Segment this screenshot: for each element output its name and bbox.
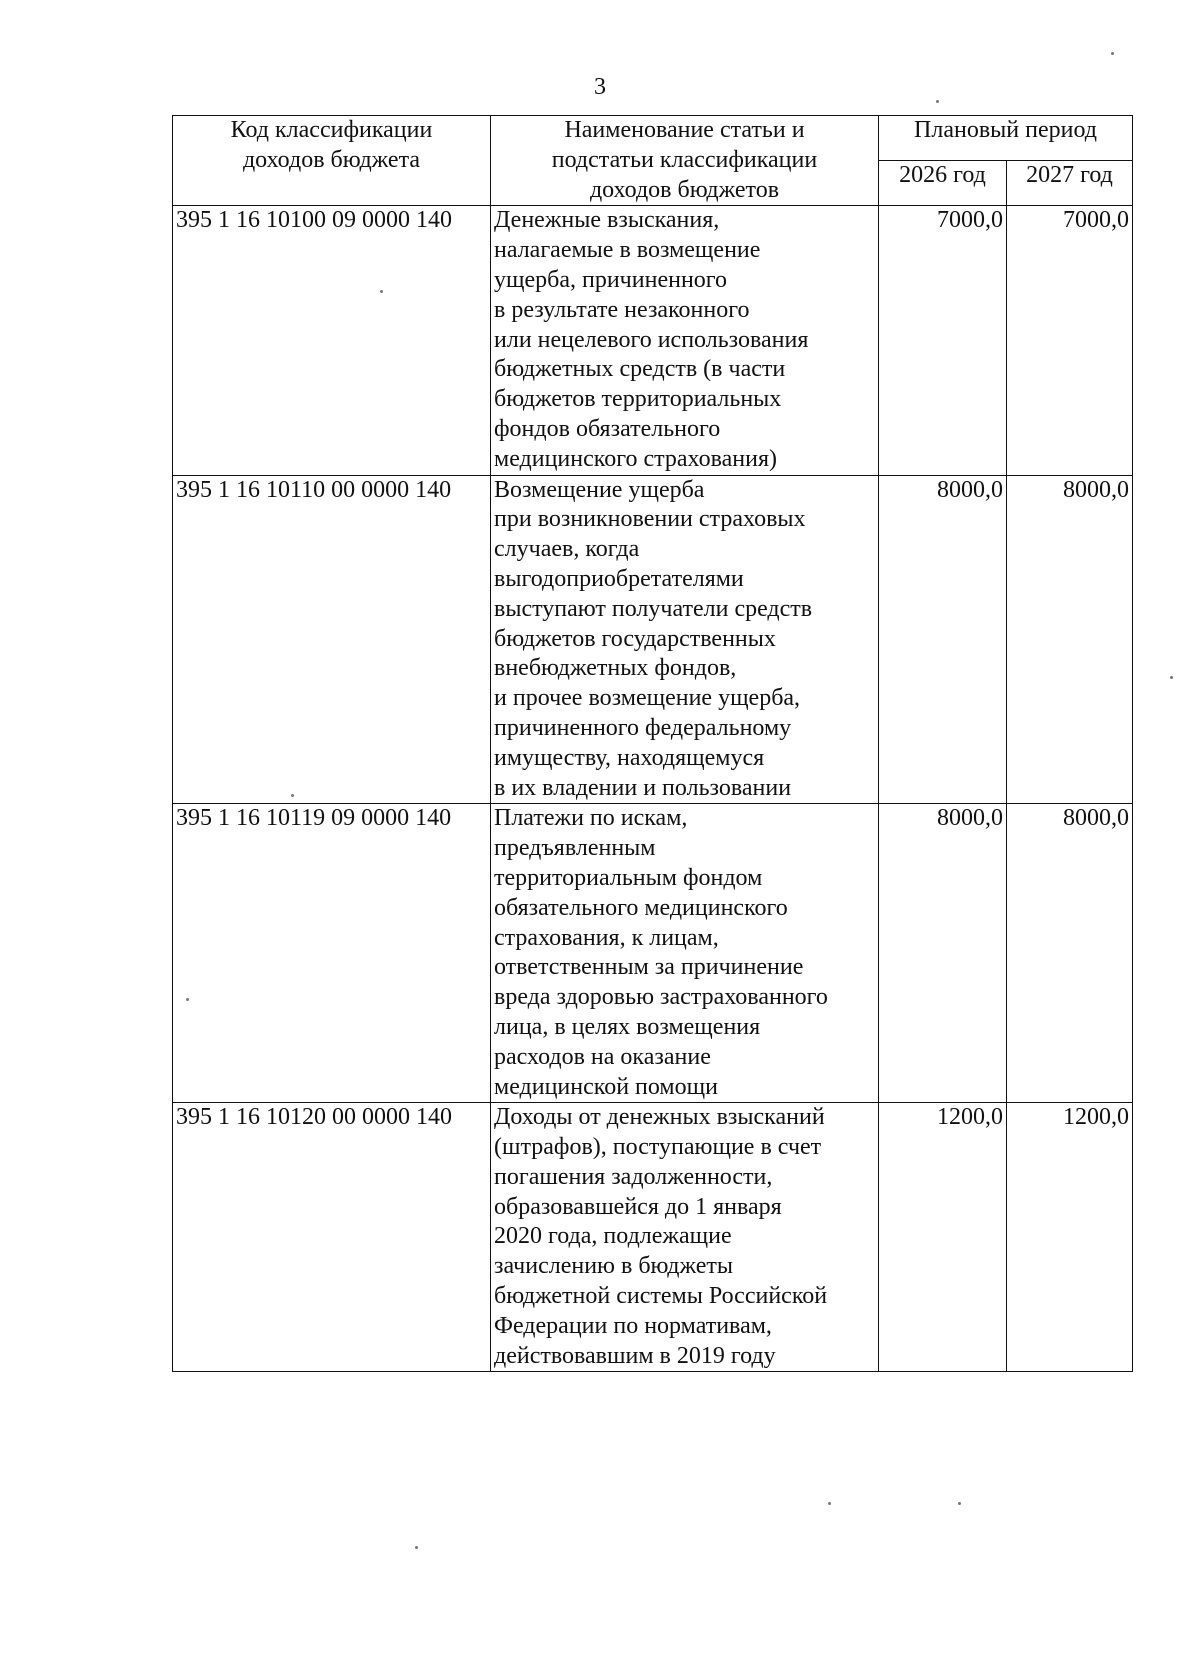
table-row — [173, 475, 1133, 804]
header-code-line: доходов бюджета — [242, 146, 421, 173]
classification-code: 395 1 16 10120 00 0000 140 — [173, 1103, 491, 1372]
item-name-line: Федерации по нормативам, — [494, 1312, 772, 1339]
item-name — [491, 1103, 879, 1372]
classification-code: 395 1 16 10119 09 0000 140 — [173, 804, 491, 1103]
scan-speck — [936, 100, 939, 103]
item-name-line: погашения задолженности, — [494, 1163, 773, 1190]
header-name-line: подстатьи классификации — [551, 146, 818, 173]
amount-2026: 1200,0 — [879, 1103, 1007, 1372]
item-name-line: бюджетов государственных — [494, 625, 776, 652]
classification-code: 395 1 16 10100 09 0000 140 — [173, 206, 491, 475]
item-name-line: территориальным фондом — [494, 864, 763, 891]
scan-speck — [291, 794, 294, 797]
header-name — [491, 116, 879, 206]
item-name-line: зачислению в бюджеты — [494, 1253, 733, 1280]
item-name-line: в их владении и пользовании — [494, 774, 792, 801]
item-name-line: образовавшейся до 1 января — [494, 1193, 782, 1220]
header-code-line: Код классификации — [230, 117, 433, 143]
classification-code: 395 1 16 10110 00 0000 140 — [173, 475, 491, 804]
item-name-line: ответственным за причинение — [494, 954, 804, 981]
item-name-line: медицинской помощи — [494, 1073, 718, 1100]
amount-2026: 8000,0 — [879, 804, 1007, 1103]
item-name-line: имуществу, находящемуся — [494, 744, 765, 771]
header-planning-period: Плановый период — [879, 116, 1133, 161]
item-name-line: и прочее возмещение ущерба, — [494, 685, 801, 712]
scan-speck — [1170, 676, 1173, 679]
item-name-line: фондов обязательного — [494, 415, 721, 442]
amount-2027: 8000,0 — [1007, 804, 1133, 1103]
item-name — [491, 206, 879, 475]
item-name-line: бюджетной системы Российской — [494, 1283, 828, 1310]
amount-2027: 8000,0 — [1007, 475, 1133, 804]
page-number: 3 — [594, 74, 606, 100]
table-row — [173, 804, 1133, 1103]
item-name-line: бюджетов территориальных — [494, 386, 782, 413]
item-name-line: бюджетных средств (в части — [494, 356, 786, 383]
scan-speck — [1111, 52, 1114, 55]
item-name-line: Доходы от денежных взысканий — [494, 1104, 825, 1131]
item-name — [491, 475, 879, 804]
item-name-line: предъявленным — [494, 835, 656, 862]
item-name-line: вреда здоровью застрахованного — [494, 984, 828, 1011]
table-row — [173, 206, 1133, 475]
header-code — [173, 116, 491, 206]
item-name-line: при возникновении страховых — [494, 506, 806, 533]
scan-speck — [828, 1502, 831, 1505]
header-name-line: Наименование статьи и — [564, 117, 805, 143]
item-name-line: (штрафов), поступающие в счет — [494, 1134, 822, 1161]
item-name — [491, 804, 879, 1103]
item-name-line: случаев, когда — [494, 536, 640, 563]
item-name-line: лица, в целях возмещения — [494, 1013, 761, 1040]
header-year-2027: 2027 год — [1007, 161, 1133, 206]
item-name-line: страхования, к лицам, — [494, 924, 719, 951]
header-year-2026: 2026 год — [879, 161, 1007, 206]
amount-2026: 7000,0 — [879, 206, 1007, 475]
amount-2026: 8000,0 — [879, 475, 1007, 804]
item-name-line: ущерба, причиненного — [494, 266, 728, 293]
header-name-line: доходов бюджетов — [589, 176, 780, 203]
item-name-line: Возмещение ущерба — [494, 476, 705, 503]
item-name-line: обязательного медицинского — [494, 894, 788, 921]
item-name-line: внебюджетных фондов, — [494, 655, 737, 682]
item-name-line: расходов на оказание — [494, 1043, 711, 1070]
amount-2027: 1200,0 — [1007, 1103, 1133, 1372]
item-name-line: Платежи по искам, — [494, 805, 688, 832]
item-name-line: Денежные взыскания, — [494, 207, 720, 234]
item-name-line: действовавшим в 2019 году — [494, 1342, 776, 1369]
amount-2027: 7000,0 — [1007, 206, 1133, 475]
item-name-line: в результате незаконного — [494, 296, 750, 323]
item-name-line: или нецелевого использования — [494, 326, 809, 353]
item-name-line: причиненного федеральному — [494, 714, 792, 741]
scan-speck — [380, 290, 383, 293]
item-name-line: выступают получатели средств — [494, 595, 813, 622]
scan-speck — [415, 1546, 418, 1549]
item-name-line: налагаемые в возмещение — [494, 237, 761, 264]
item-name-line: выгодоприобретателями — [494, 565, 744, 592]
scan-speck — [186, 998, 189, 1001]
revenue-classification-table — [172, 115, 1133, 1372]
scan-speck — [958, 1502, 961, 1505]
header-row-1 — [173, 116, 1133, 161]
item-name-line: 2020 года, подлежащие — [494, 1223, 732, 1250]
item-name-line: медицинского страхования) — [494, 445, 778, 472]
table-row — [173, 1103, 1133, 1372]
